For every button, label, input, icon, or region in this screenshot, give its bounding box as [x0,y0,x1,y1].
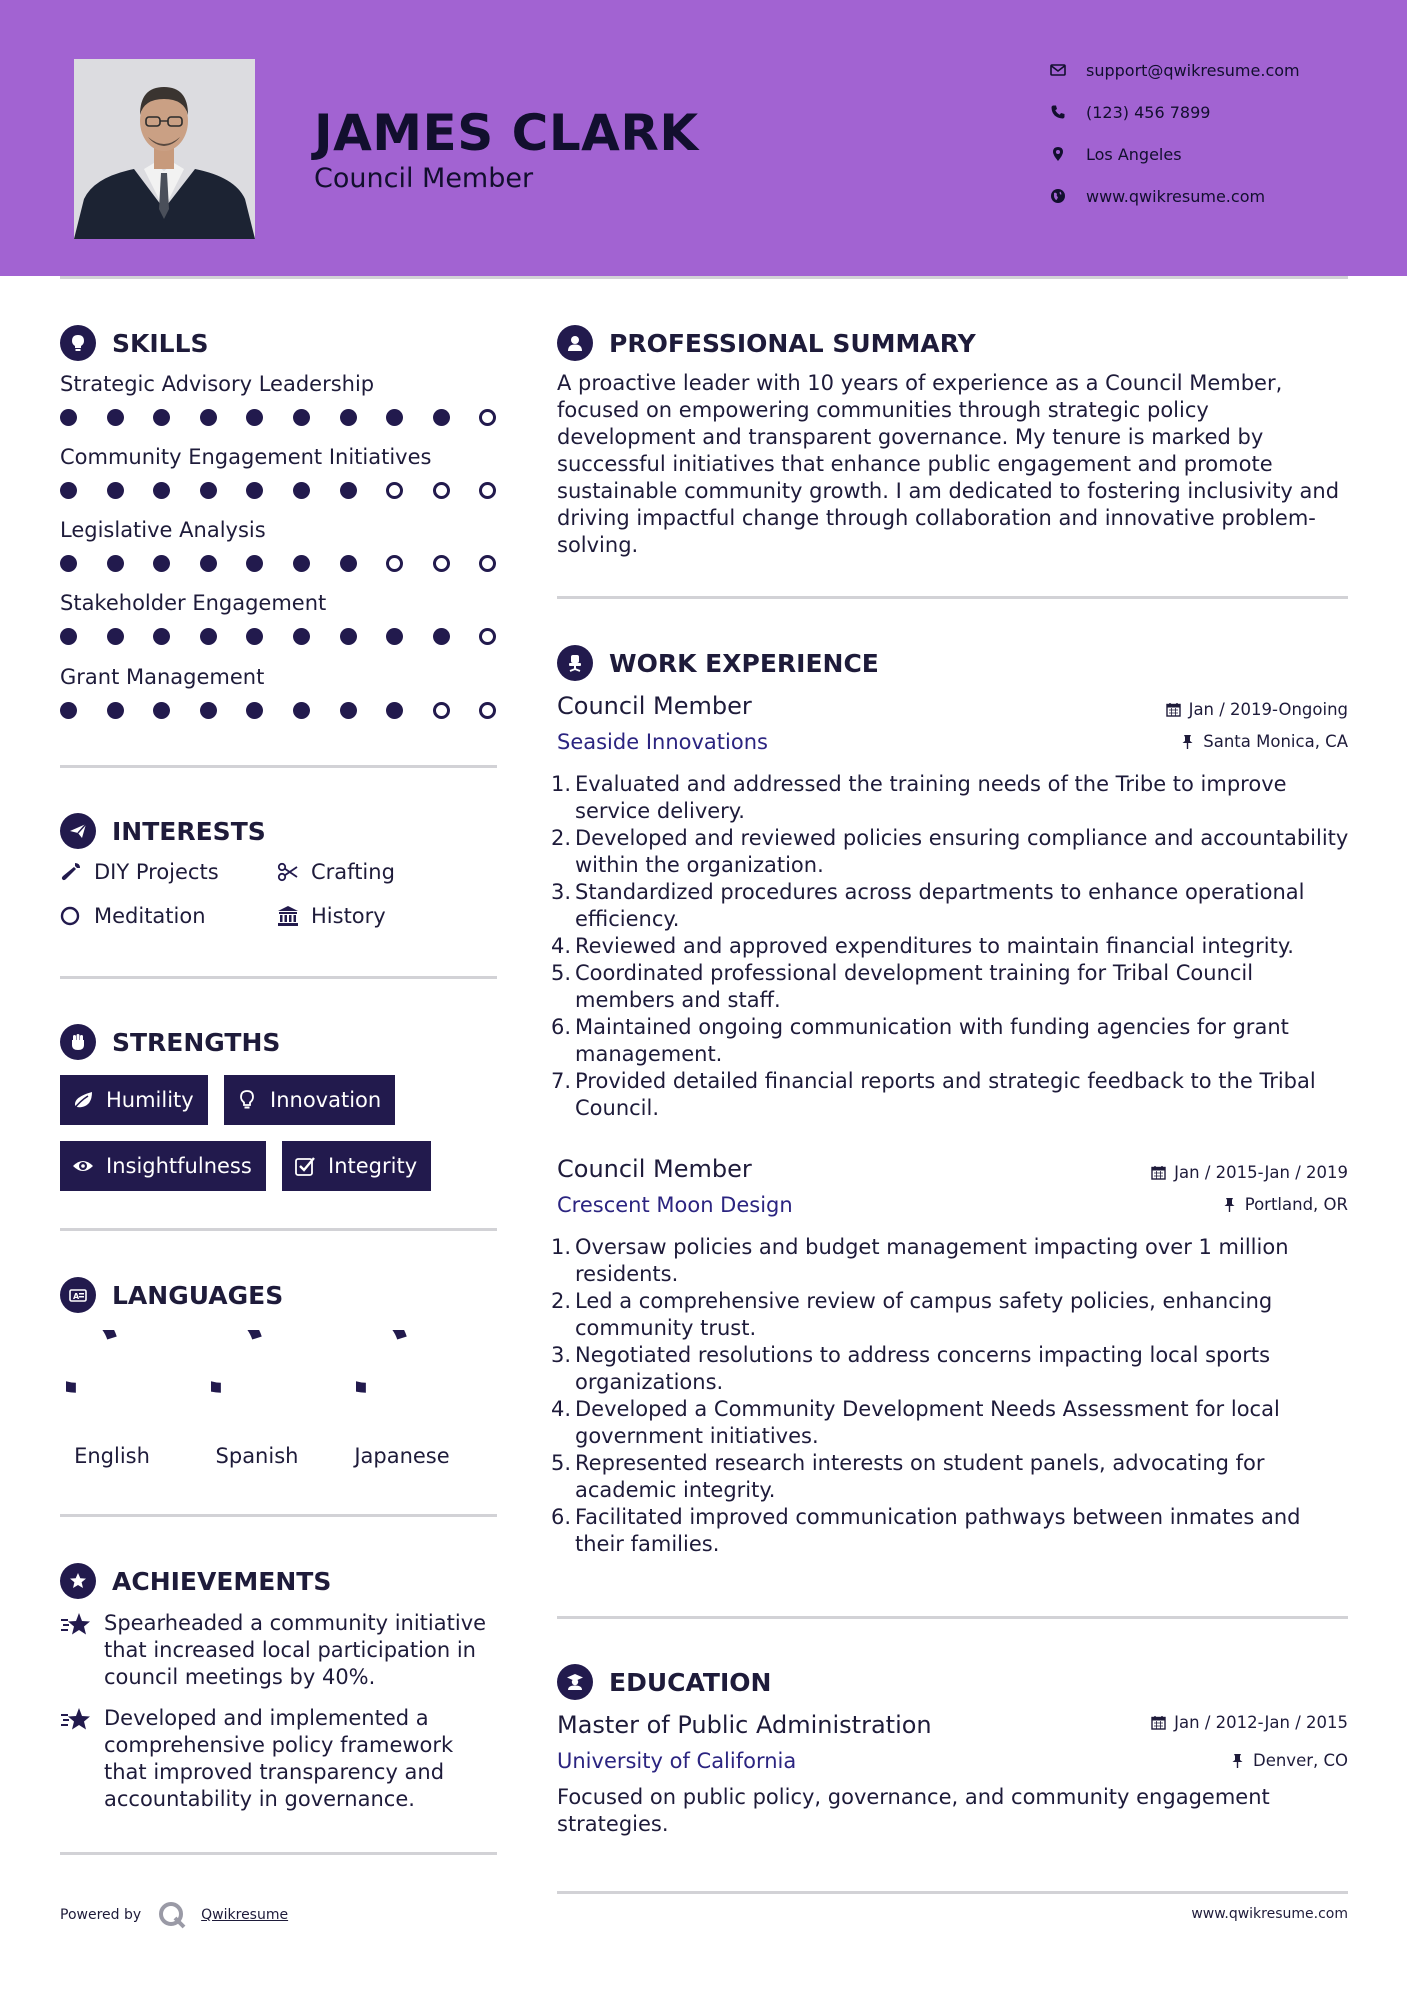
job-bullet: 2. Led a comprehensive review of campus safety policies, enhancing community trust. [551,1289,1273,1340]
job-bullet: 4. Developed a Community Development Needs Assessment for local government initiatives. [551,1397,1280,1448]
rating-dot-filled [293,482,310,499]
interest-item: Crafting [277,860,395,884]
job-bullet: 3. Standardized procedures across departments to enhance operational efficiency. [551,880,1305,931]
rating-dot-empty [479,409,496,426]
rating-dot-filled [246,409,263,426]
rating-dot-filled [200,482,217,499]
qwikresume-logo-icon [157,1900,187,1930]
header-divider [60,276,1348,279]
rating-dot-filled [293,702,310,719]
rating-dot-filled [107,702,124,719]
job-bullet: 1. Evaluated and addressed the training needs of the Tribe to improve service delivery. [551,772,1287,823]
rating-dot-filled [153,555,170,572]
rating-dot-empty [479,555,496,572]
rating-dot-filled [200,555,217,572]
language-item: English [57,1330,167,1468]
circle-icon [60,905,94,927]
rating-dot-filled [60,702,77,719]
section-divider [60,1228,497,1231]
rating-dot-filled [246,702,263,719]
contact-location: Los Angeles [1050,142,1182,166]
rating-dot-filled [153,628,170,645]
rating-dot-filled [340,482,357,499]
rating-dot-empty [433,555,450,572]
pin-icon [1222,1197,1237,1212]
strength-tag: Humility [60,1075,208,1125]
candidate-role: Council Member [314,163,534,194]
rating-dot-filled [340,702,357,719]
job-bullet: 5. Represented research interests on student panels, advocating for academic integrity. [551,1451,1265,1502]
fist-icon [60,1024,96,1060]
calendar-icon [1166,702,1181,717]
languages-heading: A LANGUAGES [60,1277,283,1313]
skill-name: Grant Management [60,665,265,689]
calendar-icon [1151,1165,1166,1180]
strength-tag: Integrity [282,1141,431,1191]
rating-dot-filled [60,482,77,499]
language-level-arc [211,1330,257,1388]
star-badge-icon [60,1563,96,1599]
rating-dot-filled [107,555,124,572]
job-bullet: 3. Negotiated resolutions to address concerns impacting local sports organizations. [551,1343,1271,1394]
rating-dot-empty [433,482,450,499]
section-divider [557,1891,1348,1894]
skill-rating [60,702,526,719]
rating-dot-empty [386,555,403,572]
rating-dot-filled [153,409,170,426]
skill-name: Community Engagement Initiatives [60,445,432,469]
rating-dot-empty [479,482,496,499]
graduate-icon [557,1664,593,1700]
rating-dot-filled [60,555,77,572]
achievement-item: Spearheaded a community initiative that increased local participation in council meetings by 40%. [60,1610,500,1691]
rating-dot-filled [386,409,403,426]
education-heading: EDUCATION [557,1664,771,1700]
section-divider [60,1852,497,1855]
rating-dot-filled [107,628,124,645]
rating-dot-filled [153,482,170,499]
job-bullet: 5. Coordinated professional development training for Tribal Council members and staff. [551,961,1254,1012]
strength-tag: Innovation [224,1075,395,1125]
interests-heading: INTERESTS [60,813,266,849]
strengths-heading: STRENGTHS [60,1024,280,1060]
svg-text:A: A [73,1292,80,1301]
rating-dot-filled [107,409,124,426]
rating-dot-empty [479,628,496,645]
experience-heading: WORK EXPERIENCE [557,645,879,681]
strength-tag: Insightfulness [60,1141,266,1191]
rating-dot-filled [200,409,217,426]
skills-heading: SKILLS [60,325,209,361]
language-icon [60,1277,96,1313]
job-location: Portland, OR [1222,1195,1348,1214]
qwikresume-link[interactable]: Qwikresume [201,1907,289,1923]
language-level-ring [66,1330,158,1422]
job-dates: Jan / 2019-Ongoing [1166,700,1348,719]
contact-website[interactable]: www.qwikresume.com [1050,184,1265,208]
rating-dot-filled [200,628,217,645]
globe-icon [1050,188,1086,204]
rating-dot-filled [293,409,310,426]
contact-phone[interactable]: (123) 456 7899 [1050,100,1210,124]
interest-item: History [277,904,386,928]
skill-rating [60,482,526,499]
rating-dot-filled [293,555,310,572]
skill-name: Stakeholder Engagement [60,591,327,615]
section-divider [557,596,1348,599]
education-location: Denver, CO [1230,1751,1348,1770]
language-level-arc [356,1330,402,1388]
profile-photo [74,59,255,239]
skill-rating [60,409,526,426]
section-divider [60,765,497,768]
language-item: Japanese [347,1330,457,1468]
rating-dot-filled [107,482,124,499]
rating-dot-empty [386,482,403,499]
rating-dot-empty [433,702,450,719]
language-item: Spanish [202,1330,312,1468]
envelope-icon [1050,62,1086,78]
summary-heading: PROFESSIONAL SUMMARY [557,325,976,361]
resume-header [0,0,1407,276]
job-company: Crescent Moon Design [557,1193,793,1217]
wrench-icon [60,861,94,883]
rating-dot-filled [386,702,403,719]
education-description: Focused on public policy, governance, and community engagement strategies. [557,1785,1270,1836]
user-icon [557,325,593,361]
achievements-heading: ACHIEVEMENTS [60,1563,331,1599]
rating-dot-filled [340,409,357,426]
degree-title: Master of Public Administration [557,1711,932,1739]
job-bullets [551,771,1355,1122]
leaf-icon [72,1089,94,1111]
rating-dot-filled [200,702,217,719]
rating-dot-filled [340,628,357,645]
bank-icon [277,905,311,927]
rating-dot-filled [246,555,263,572]
rating-dot-filled [340,555,357,572]
job-bullet: 6. Maintained ongoing communication with funding agencies for grant management. [551,1015,1289,1066]
candidate-name: JAMES CLARK [314,104,699,162]
interest-item: Meditation [60,904,206,928]
office-chair-icon [557,645,593,681]
job-title: Council Member [557,692,752,720]
skill-rating [60,628,526,645]
job-bullet: 6. Facilitated improved communication pathways between inmates and their families. [551,1505,1301,1556]
summary-text: A proactive leader with 10 years of experience as a Council Member, focused on empowering communities through strategic policy development and transparent governance. My tenure is marked by successful initiatives that enhance public engagement and promote sustainable community growth. I am dedicated to fostering inclusivity and driving impactful change through collaboration and innovative problem-solving. [557,371,1340,557]
lightbulb-icon [60,325,96,361]
footer-powered-by: Powered by Qwikresume [60,1900,288,1930]
job-bullet: 1. Oversaw policies and budget management impacting over 1 million residents. [551,1235,1289,1286]
job-bullet: 4. Reviewed and approved expenditures to maintain financial integrity. [551,934,1294,958]
interest-item: DIY Projects [60,860,219,884]
paper-plane-icon [60,813,96,849]
education-dates: Jan / 2012-Jan / 2015 [1151,1713,1348,1732]
section-divider [60,976,497,979]
job-title: Council Member [557,1155,752,1183]
job-bullets [551,1234,1355,1558]
language-level-arc [66,1330,112,1388]
rating-dot-filled [433,628,450,645]
rating-dot-filled [153,702,170,719]
skill-rating [60,555,526,572]
language-level-ring [211,1330,303,1422]
calendar-icon [1151,1715,1166,1730]
lightbulb-icon [236,1089,258,1111]
rating-dot-filled [60,409,77,426]
rating-dot-filled [293,628,310,645]
job-location: Santa Monica, CA [1180,732,1348,751]
pin-icon [1180,734,1195,749]
star-icon [60,1705,104,1813]
phone-icon [1050,104,1086,120]
eye-icon [72,1155,94,1177]
school-name: University of California [557,1749,797,1773]
skill-name: Legislative Analysis [60,518,266,542]
rating-dot-filled [246,628,263,645]
section-divider [557,1616,1348,1619]
achievement-item: Developed and implemented a comprehensive policy framework that improved transparency and accountability in governance. [60,1705,500,1813]
job-bullet: 2. Developed and reviewed policies ensuring compliance and accountability within the organization. [551,826,1349,877]
job-dates: Jan / 2015-Jan / 2019 [1151,1163,1348,1182]
checkbox-icon [294,1155,316,1177]
contact-email[interactable]: support@qwikresume.com [1050,58,1300,82]
rating-dot-filled [386,628,403,645]
language-level-ring [356,1330,448,1422]
rating-dot-filled [433,409,450,426]
job-company: Seaside Innovations [557,730,768,754]
footer-website[interactable]: www.qwikresume.com [1191,1906,1348,1922]
map-marker-icon [1050,146,1086,162]
rating-dot-filled [246,482,263,499]
rating-dot-empty [479,702,496,719]
scissors-icon [277,861,311,883]
star-icon [60,1610,104,1691]
section-divider [60,1514,497,1517]
pin-icon [1230,1753,1245,1768]
job-bullet: 7. Provided detailed financial reports and strategic feedback to the Tribal Council. [551,1069,1316,1120]
skill-name: Strategic Advisory Leadership [60,372,375,396]
rating-dot-filled [60,628,77,645]
